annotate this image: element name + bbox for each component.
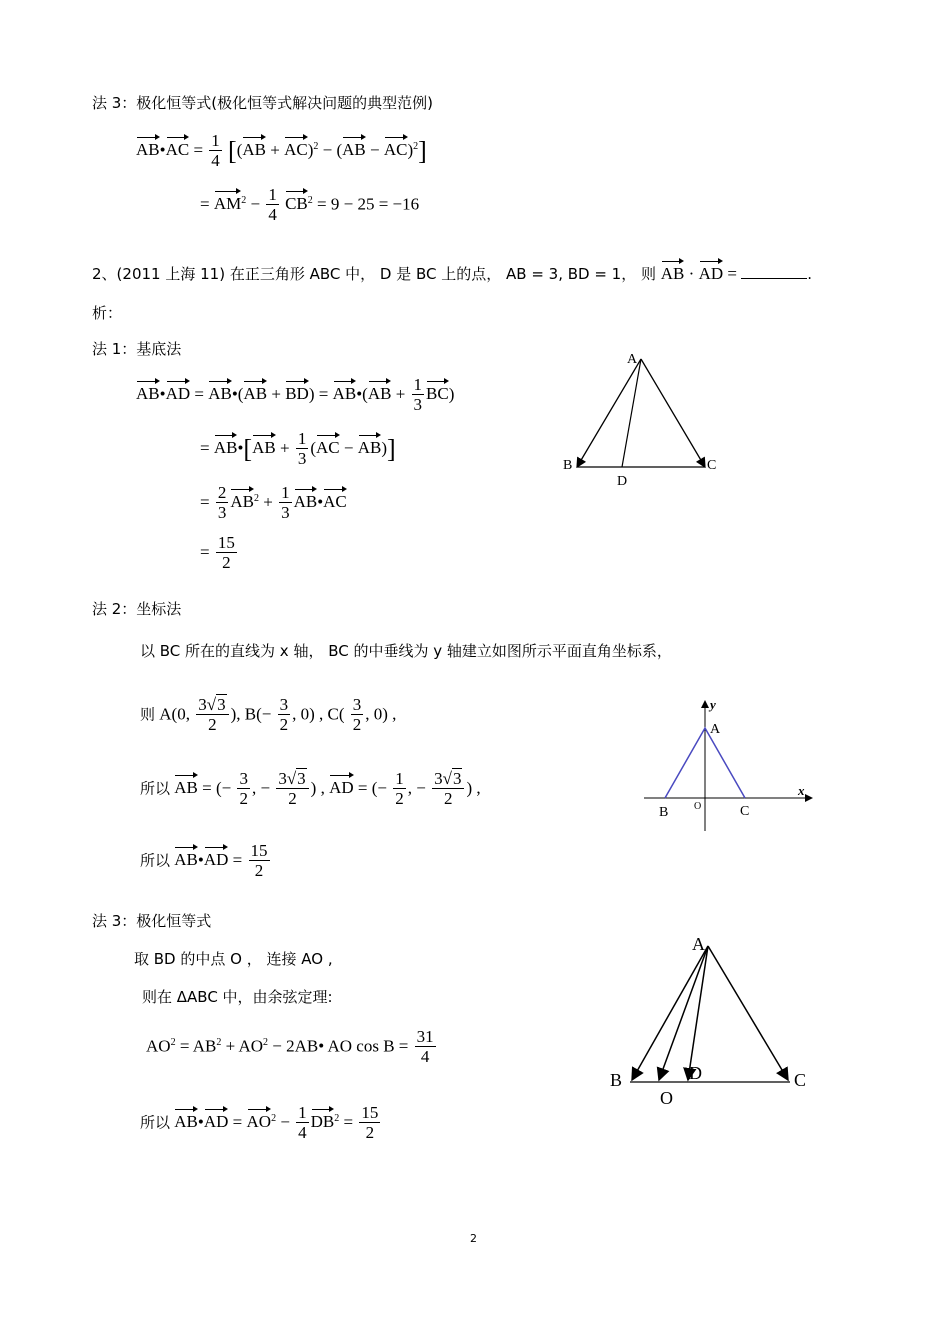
label-c: C <box>707 458 717 473</box>
vector-ac <box>708 946 788 1080</box>
m1-line3: = $\frac{2}{3}$ $AB^2$ + $\frac{1}{3}$ AB•AC <box>200 483 347 522</box>
answer-blank <box>741 264 807 279</box>
m2-heading: 法 2：坐标法 <box>92 600 182 618</box>
label-a: A <box>627 352 638 367</box>
label-b: B <box>610 1070 623 1090</box>
m1-line4: = $\frac{15}{2}$ <box>200 533 235 572</box>
m2-line2: 所以 AB = (− $\frac{3}{2}$ , − $\frac{3√3}{2}$ ) , AD = (− $\frac{1}{2}$ , − $\frac{3√3}{2}$ ) , <box>140 769 481 808</box>
label-x: x <box>798 783 805 798</box>
m3-line4: 所以 AB•AD = $AO^2$ − $\frac{1}{4}$ $DB^2$ = $\frac{15}{2}$ <box>140 1103 379 1142</box>
m3-line3: $AO^2 = AB^2 + AO^2$ − 2AB• AO cos B = $\frac{31}{4}$ <box>146 1027 434 1066</box>
vector-ac <box>641 359 705 467</box>
m1-line2: = AB•[AB + $\frac{1}{3}$ (AC − AB)] <box>200 429 396 468</box>
page-number: 2 <box>470 1232 477 1245</box>
label-d: D <box>617 474 628 489</box>
m1-heading: 法 1：基底法 <box>92 340 182 358</box>
label-b: B <box>563 458 573 473</box>
m2-line1: 则 A(0, $\frac{3√3}{2}$ ), B(− $\frac{3}{2}$ , 0) , C( $\frac{3}{2}$ , 0) , <box>140 695 397 734</box>
analysis-label: 析： <box>92 304 123 322</box>
s1-heading: 法 3：极化恒等式(极化恒等式解决问题的典型范例) <box>92 94 434 112</box>
label-a: A <box>710 722 721 737</box>
s1-eq2: = $AM^2$ − $\frac{1}{4}$ $CB^2 = 9 - 25 = -16$ <box>200 185 420 224</box>
m3-line2: 则在 ΔABC 中，由余弦定理: <box>142 988 333 1006</box>
m1-line1: AB•AD = AB•(AB + BD) = AB•(AB + $\frac{1}{3}$ BC) <box>136 375 455 414</box>
label-y: y <box>710 697 716 712</box>
m3-line1: 取 BD 的中点 O ， 连接 AO , <box>134 950 333 968</box>
m3-heading: 法 3：极化恒等式 <box>92 912 212 930</box>
label-b: B <box>659 805 669 820</box>
vector-ao <box>659 946 708 1080</box>
question-2: 2、(2011 上海 11) 在正三角形 ABC 中， D 是 BC 上的点， AB = 3, BD = 1， 则 AB · AD = . <box>92 258 812 284</box>
label-c: C <box>794 1070 807 1090</box>
s1-eq1: AB•AC = $\frac{1}{4}$ [(AB + AC)$^2$ − (AB − AC)$^2$] <box>136 131 427 170</box>
figure-coordinate <box>640 695 820 835</box>
m2-intro: 以 BC 所在的直线为 x 轴， BC 的中垂线为 y 轴建立如图所示平面直角坐标系， <box>140 642 672 660</box>
label-c: C <box>740 804 750 819</box>
label-o: O <box>660 1088 673 1108</box>
label-d: D <box>689 1063 702 1083</box>
vector-ad <box>688 946 708 1080</box>
label-o: O <box>694 801 702 812</box>
figure-triangle-1 <box>555 345 735 495</box>
m2-line3: 所以 AB•AD = $\frac{15}{2}$ <box>140 841 268 880</box>
vector-ab <box>632 946 708 1080</box>
label-a: A <box>692 934 705 954</box>
figure-triangle-3 <box>600 930 820 1110</box>
